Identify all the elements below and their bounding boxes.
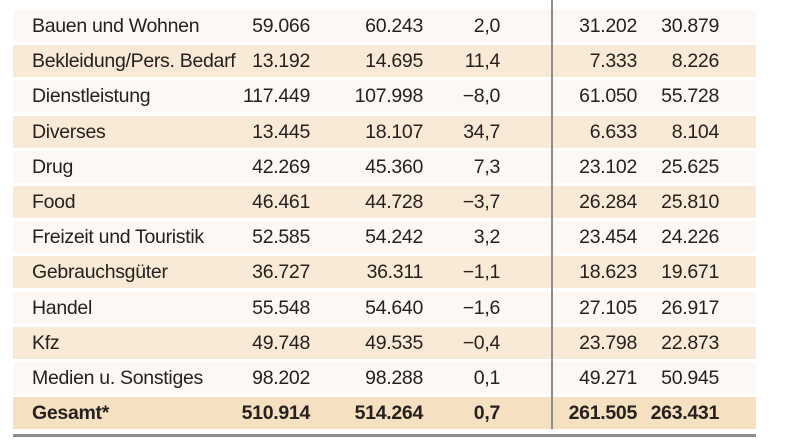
value-cell-4: 24.226 [661,226,719,249]
percent-change-cell: 3,2 [473,226,500,249]
value-cell-2: 98.288 [365,366,423,389]
value-cell-4: 263.431 [650,402,719,425]
table-row [13,292,756,324]
table-row [13,10,756,42]
category-cell: Dienstleistung [32,85,151,108]
table-row [13,45,756,77]
value-cell-2: 54.640 [365,296,423,319]
percent-change-cell: −0,4 [462,331,500,354]
value-cell-4: 22.873 [661,331,719,354]
column-divider-line [551,0,553,429]
value-cell-4: 30.879 [661,15,719,37]
percent-change-cell: −1,6 [462,296,500,319]
percent-change-cell: 0,1 [473,366,500,389]
value-cell-1: 46.461 [252,190,310,213]
category-cell: Kfz [32,331,60,354]
value-cell-1: 510.914 [241,402,310,425]
category-cell: Food [32,190,76,213]
value-cell-2: 45.360 [365,155,423,178]
value-cell-2: 54.242 [365,226,423,249]
value-cell-1: 55.548 [252,296,310,319]
table-row [13,397,756,429]
table-row [13,256,756,288]
value-cell-1: 52.585 [252,226,310,249]
percent-change-cell: 0,7 [473,402,500,425]
value-cell-3: 61.050 [579,85,637,108]
percent-change-cell: 11,4 [464,50,500,73]
value-cell-4: 26.917 [661,296,719,319]
value-cell-1: 59.066 [252,15,310,37]
value-cell-1: 42.269 [252,155,310,178]
value-cell-2: 36.311 [366,261,423,284]
percent-change-cell: −3,7 [462,190,500,213]
table-row [13,116,756,148]
table-row [13,80,756,112]
table-bottom-rule [13,434,756,437]
percent-change-cell: 34,7 [463,120,500,143]
category-cell: Drug [32,155,74,178]
value-cell-2: 14.695 [365,50,423,73]
table-row [13,362,756,394]
category-cell: Diverses [32,120,106,143]
value-cell-2: 514.264 [354,402,423,425]
value-cell-3: 23.798 [579,331,637,354]
category-cell: Handel [32,296,92,319]
table-row [13,327,756,359]
value-cell-2: 107.998 [354,85,423,108]
category-cell: Bekleidung/Pers. Bedarf [32,50,236,73]
value-cell-1: 117.449 [243,85,310,108]
data-table [13,10,756,429]
value-cell-3: 49.271 [579,366,637,389]
value-cell-4: 8.226 [671,50,719,73]
value-cell-3: 23.102 [579,155,637,178]
table-row [13,186,756,218]
value-cell-3: 7.333 [589,50,637,73]
value-cell-1: 13.192 [252,50,310,73]
value-cell-4: 50.945 [661,366,719,389]
value-cell-1: 13.445 [252,120,310,143]
category-cell: Bauen und Wohnen [32,15,200,37]
value-cell-4: 55.728 [661,85,719,108]
value-cell-3: 31.202 [579,15,637,37]
table-row [13,221,756,253]
value-cell-3: 6.633 [589,120,637,143]
value-cell-1: 49.748 [252,331,310,354]
percent-change-cell: −8,0 [462,85,500,108]
value-cell-2: 44.728 [365,190,423,213]
value-cell-3: 261.505 [568,402,637,425]
value-cell-3: 27.105 [579,296,637,319]
value-cell-1: 98.202 [252,366,310,389]
value-cell-3: 18.623 [579,261,637,284]
value-cell-4: 19.671 [661,261,719,284]
category-cell: Freizeit und Touristik [32,226,204,249]
value-cell-2: 49.535 [365,331,423,354]
percent-change-cell: −1,1 [462,261,500,284]
value-cell-2: 18.107 [365,120,423,143]
value-cell-1: 36.727 [252,261,310,284]
percent-change-cell: 7,3 [473,155,500,178]
category-cell: Gebrauchsgüter [32,261,168,284]
table-row [13,151,756,183]
category-cell: Medien u. Sonstiges [32,366,203,389]
value-cell-4: 8.104 [671,120,719,143]
value-cell-4: 25.625 [661,155,719,178]
value-cell-3: 23.454 [579,226,637,249]
percent-change-cell: 2,0 [473,15,500,37]
value-cell-3: 26.284 [579,190,637,213]
value-cell-4: 25.810 [661,190,719,213]
value-cell-2: 60.243 [365,15,423,37]
category-cell: Gesamt* [32,402,110,425]
